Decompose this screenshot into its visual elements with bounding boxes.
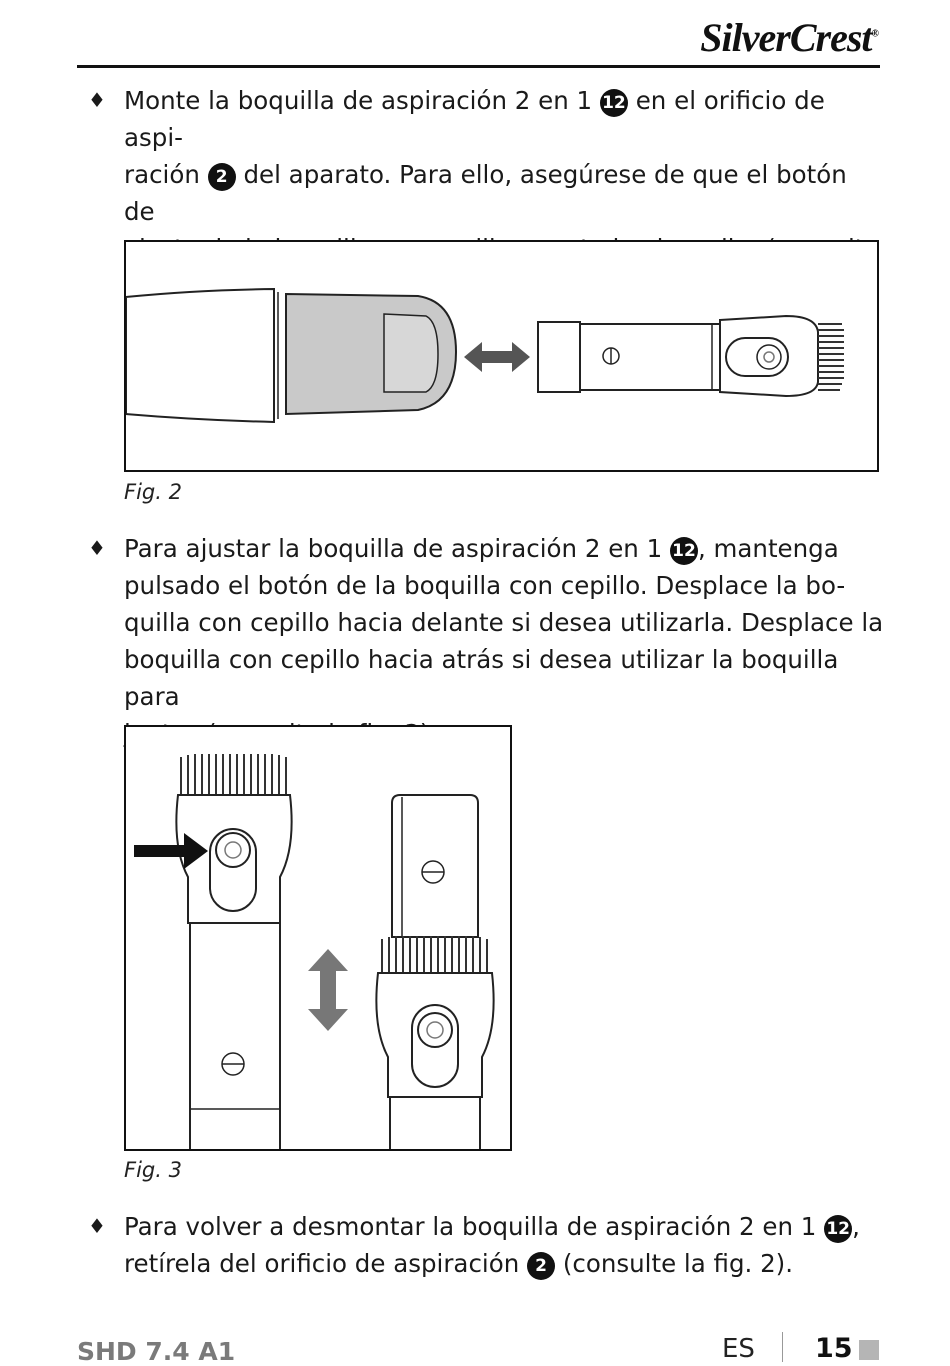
- figure-3: [124, 725, 512, 1151]
- paragraph-2: Para ajustar la boquilla de aspiración 2 en 1 12, mantenga pulsado el botón de la boquilla con cepillo. Desplace la bo- quilla con cepillo hacia delante si desea utilizarla. Desplace la boquilla con cepillo hacia atrás si desea utilizar la boquilla para: [124, 534, 884, 711]
- bullet-1: ♦: [88, 88, 106, 112]
- fig-3-caption: Fig. 3: [124, 1158, 182, 1182]
- ref-badge-12: 12: [824, 1215, 852, 1243]
- page-marker-square: [859, 1340, 879, 1360]
- nozzle-attach-illustration: [126, 242, 877, 470]
- ref-badge-2: 2: [208, 163, 236, 191]
- ref-badge-12: 12: [670, 537, 698, 565]
- page-number: 15: [815, 1333, 853, 1364]
- fig-2-caption: Fig. 2: [124, 480, 182, 504]
- paragraph-3: Para volver a desmontar la boquilla de aspiración 2 en 1 12, retírela del orificio de aspiración 2 (consulte la fig. 2).: [124, 1212, 860, 1278]
- paragraph-1: Monte la boquilla de aspiración 2 en 1 12 en el orificio de aspi- ración 2 del aparato. Para ello, asegúrese de que el botón de: [124, 86, 847, 226]
- footer-model: SHD 7.4 A1: [77, 1337, 236, 1366]
- nozzle-adjust-illustration: [126, 727, 510, 1149]
- bullet-2: ♦: [88, 536, 106, 560]
- bullet-3: ♦: [88, 1214, 106, 1238]
- figure-2: [124, 240, 879, 472]
- header-rule: [77, 65, 880, 68]
- footer-language: ES: [722, 1334, 755, 1364]
- brand-logo: SilverCrest®: [700, 15, 878, 60]
- ref-badge-12: 12: [600, 89, 628, 117]
- ref-badge-2: 2: [527, 1252, 555, 1280]
- footer-separator: [782, 1332, 783, 1362]
